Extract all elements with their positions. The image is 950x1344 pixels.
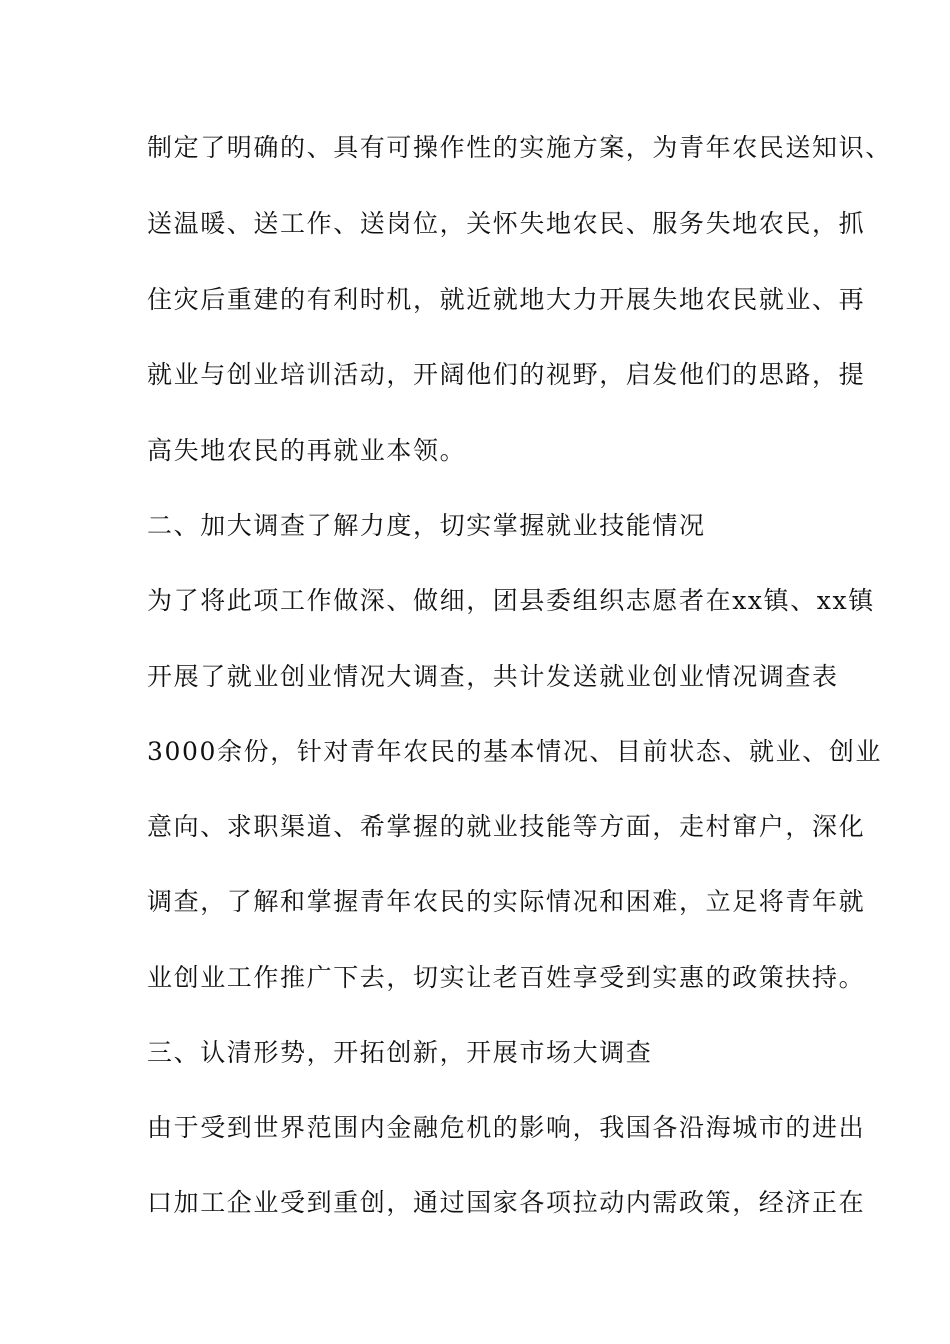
section-heading: 三、认清形势，开拓创新，开展市场大调查 bbox=[147, 1038, 653, 1067]
paragraph-line: 高失地农民的再就业本领。 bbox=[147, 436, 467, 465]
paragraph-line: 住灾后重建的有利时机，就近就地大力开展失地农民就业、再 bbox=[147, 285, 866, 314]
paragraph-line: 调查，了解和掌握青年农民的实际情况和困难，立足将青年就 bbox=[147, 887, 866, 916]
section-heading: 二、加大调查了解力度，切实掌握就业技能情况 bbox=[147, 511, 706, 540]
paragraph-line: 为了将此项工作做深、做细，团县委组织志愿者在xx镇、xx镇 bbox=[147, 586, 875, 615]
paragraph-line: 意向、求职渠道、希掌握的就业技能等方面，走村窜户，深化 bbox=[147, 812, 866, 841]
paragraph-line: 制定了明确的、具有可操作性的实施方案，为青年农民送知识、 bbox=[147, 133, 892, 162]
paragraph-line: 业创业工作推广下去，切实让老百姓享受到实惠的政策扶持。 bbox=[147, 963, 866, 992]
paragraph-line: 开展了就业创业情况大调查，共计发送就业创业情况调查表 bbox=[147, 662, 839, 691]
paragraph-line: 就业与创业培训活动，开阔他们的视野，启发他们的思路，提 bbox=[147, 360, 866, 389]
paragraph-line: 送温暖、送工作、送岗位，关怀失地农民、服务失地农民，抓 bbox=[147, 209, 866, 238]
paragraph-line: 由于受到世界范围内金融危机的影响，我国各沿海城市的进出 bbox=[147, 1113, 866, 1142]
paragraph-line: 口加工企业受到重创，通过国家各项拉动内需政策，经济正在 bbox=[147, 1188, 866, 1217]
paragraph-line: 3000余份，针对青年农民的基本情况、目前状态、就业、创业 bbox=[147, 737, 883, 766]
